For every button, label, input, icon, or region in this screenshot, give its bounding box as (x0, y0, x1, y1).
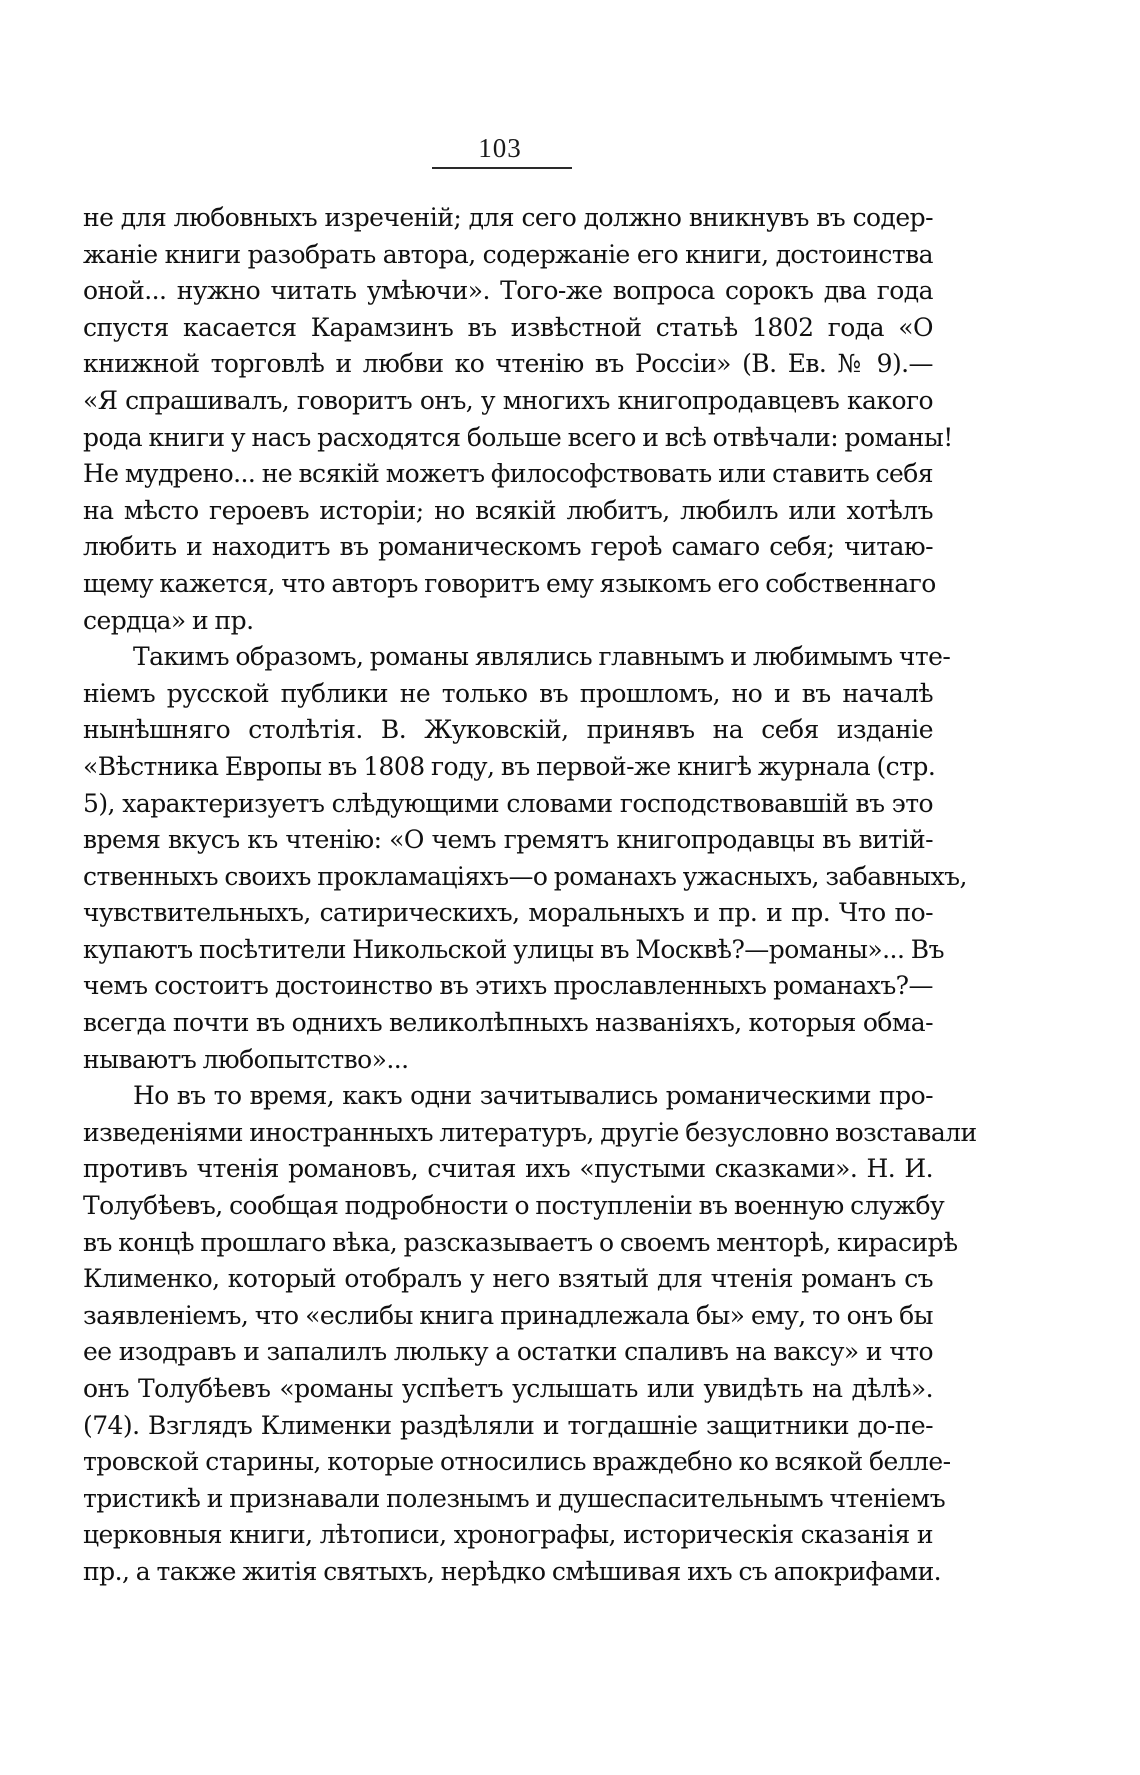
text-line: книжной торговлѣ и любви ко чтенію въ Россіи» (В. Ев. № 9).— (83, 349, 933, 379)
text-line: щему кажется, что авторъ говоритъ ему языкомъ его собственнаго (83, 568, 936, 598)
text-line: (74). Взглядъ Клименки раздѣляли и тогдашніе защитники до-пе- (83, 1410, 933, 1440)
page-number-rule (432, 167, 572, 169)
text-line: чувствительныхъ, сатирическихъ, моральныхъ и пр. и пр. Что по- (83, 898, 933, 928)
page-number: 103 (478, 133, 522, 163)
text-line: противъ чтенія романовъ, считая ихъ «пустыми сказками». Н. И. (83, 1154, 933, 1184)
text-line: на мѣсто героевъ исторіи; но всякій любитъ, любилъ или хотѣлъ (83, 495, 933, 525)
text-line: Толубѣевъ, сообщая подробности о поступленіи въ военную службу (83, 1191, 945, 1221)
text-line: оной... нужно читать умѣючи». Того-же вопроса сорокъ два года (83, 276, 933, 306)
text-line: «Вѣстника Европы въ 1808 году, въ первой-же книгѣ журнала (стр. (83, 751, 936, 781)
text-line: чемъ состоитъ достоинство въ этихъ прославленныхъ романахъ?— (83, 971, 933, 1001)
text-line: ее изодравъ и запалилъ люльку а остатки спаливъ на ваксу» и что (83, 1337, 933, 1367)
body-text (83, 200, 977, 1591)
text-line: всегда почти въ одниxъ великолѣпныхъ названіяхъ, которыя обма- (83, 1008, 933, 1038)
text-line: пр., а также житія святыхъ, нерѣдко смѣшивая ихъ съ апокрифами. (83, 1556, 942, 1586)
text-line: заявленіемъ, что «еслибы книга принадлежала бы» ему, то онъ бы (83, 1300, 933, 1330)
text-line: Не мудрено... не всякій можетъ философствовать или ставить себя (83, 459, 933, 489)
text-line: тристикѣ и признавали полезнымъ и душеспасительнымъ чтеніемъ (83, 1483, 946, 1513)
paragraph-1 (83, 200, 953, 639)
text-line: онъ Толубѣевъ «романы успѣетъ услышать или увидѣть на дѣлѣ». (83, 1374, 933, 1403)
text-line: время вкусъ къ чтенію: «О чемъ гремятъ книгопродавцы въ витій- (83, 825, 933, 855)
text-line: жаніе книги разобрать автора, содержаніе его книги, достоинства (83, 239, 933, 269)
text-line: не для любовныхъ изреченій; для сего должно вникнувъ въ содер- (83, 203, 933, 232)
text-line: купаютъ посѣтители Никольской улицы въ Москвѣ?—романы»... Въ (83, 934, 944, 964)
text-line: любить и находитъ въ романическомъ героѣ самаго себя; читаю- (83, 532, 933, 562)
text-line: нываютъ любопытство»... (83, 1044, 409, 1074)
text-line: рода книги у насъ расходятся больше всего и всѣ отвѣчали: романы! (83, 422, 953, 452)
paragraph-2 (83, 639, 967, 1078)
text-line: Такимъ образомъ, романы являлись главнымъ и любимымъ чте- (133, 642, 951, 672)
paragraph-3 (83, 1078, 977, 1590)
text-line: ніемъ русской публики не только въ прошломъ, но и въ началѣ (83, 678, 933, 708)
text-line: нынѣшняго столѣтія. В. Жуковскій, принявъ на себя изданіе (83, 715, 933, 745)
text-line: изведеніями иностранныхъ литературъ, другіе безусловно возставали (83, 1117, 977, 1147)
text-line: въ концѣ прошлаго вѣка, разсказываетъ о своемъ менторѣ, кирасирѣ (83, 1227, 958, 1257)
text-line: Клименко, который отобралъ у него взятый для чтенія романъ съ (83, 1264, 933, 1294)
text-line: сердца» и пр. (83, 605, 254, 635)
text-line: ственныхъ своихъ прокламаціяхъ—о романахъ ужасныхъ, забавныхъ, (83, 861, 967, 891)
text-line: 5), характеризуетъ слѣдующими словами господствовавшій въ это (83, 788, 933, 818)
text-line: Но въ то время, какъ одни зачитывались романическими про- (133, 1081, 933, 1111)
text-line: спустя касается Карамзинъ въ извѣстной статьѣ 1802 года «О (83, 312, 933, 342)
text-line: «Я спрашивалъ, говоритъ онъ, у многихъ книгопродавцевъ какого (83, 385, 933, 415)
text-line: тровской старины, которые относились враждебно ко всякой белле- (83, 1447, 951, 1477)
text-line: церковныя книги, лѣтописи, хронографы, историческія сказанія и (83, 1520, 933, 1550)
